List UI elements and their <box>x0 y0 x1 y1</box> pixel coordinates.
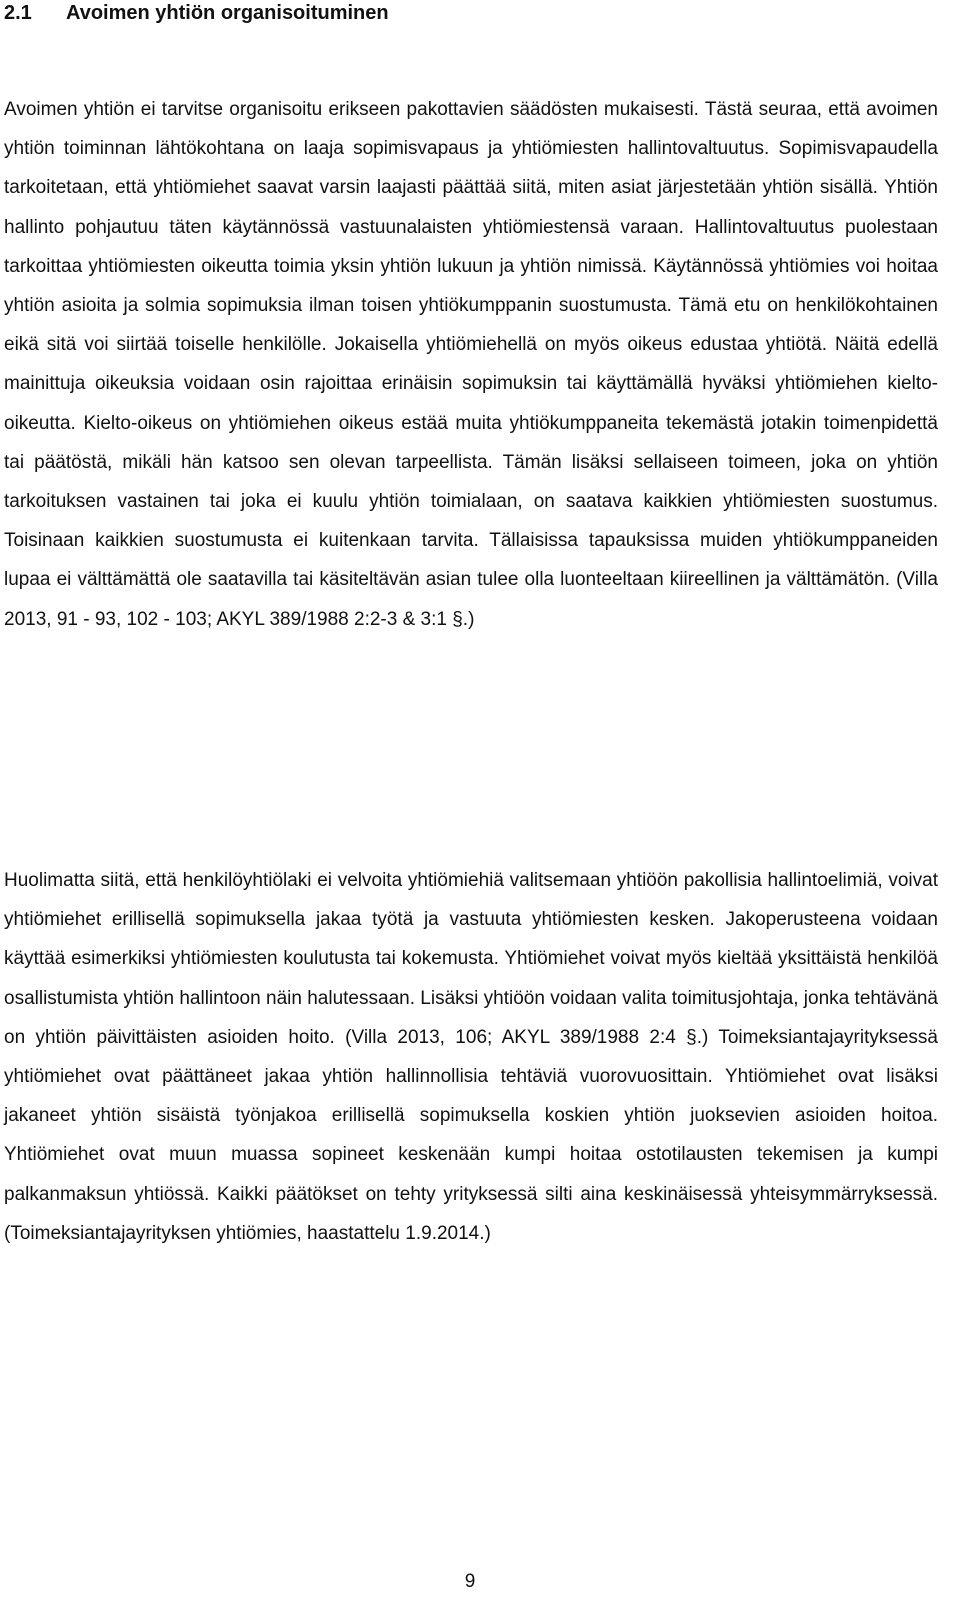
section-number: 2.1 <box>4 2 32 24</box>
section-heading <box>4 0 389 26</box>
section-title: Avoimen yhtiön organisoituminen <box>66 2 389 24</box>
body-paragraph-1: Avoimen yhtiön ei tarvitse organisoitu erikseen pakottavien säädösten mukaisesti. Tästä seuraa, että avoimen yhtiön toiminnan lähtökohtana on laaja sopimisvapaus ja yhtiömiesten hallintovaltuutus. Sopimisvapaudella tarkoitetaan, että yhtiömiehet saavat varsin laajasti päättää siitä, miten asiat järjestetään yhtiön sisällä. Yhtiön hallinto pohjautuu täten käytännössä vastuunalaisten yhtiömiestensä varaan. Hallintovaltuutus puolestaan tarkoittaa yhtiömiesten oikeutta toimia yksin yhtiön lukuun ja yhtiön nimissä. Käytännössä yhtiömies voi hoitaa yhtiön asioita ja solmia sopimuksia ilman toisen yhtiökumppanin suostumusta. Tämä etu on henkilökohtainen eikä sitä voi siirtää toiselle henkilölle. Jokaisella yhtiömiehellä on myös oikeus edustaa yhtiötä. Näitä edellä mainittuja oikeuksia voidaan osin rajoittaa erinäisin sopimuksin tai käyttämällä hyväksi yhtiömiehen kielto-oikeutta. Kielto-oikeus on yhtiömiehen oikeus estää muita yhtiökumppaneita tekemästä jotakin toimenpidettä tai päätöstä, mikäli hän katsoo sen olevan tarpeellista. Tämän lisäksi sellaiseen toimeen, joka on yhtiön tarkoituksen vastainen tai joka ei kuulu yhtiön toimialaan, on saatava kaikkien yhtiömiesten suostumus. Toisinaan kaikkien suostumusta ei kuitenkaan tarvita. Tällaisissa tapauksissa muiden yhtiökumppaneiden lupaa ei välttämättä ole saatavilla tai käsiteltävän asian tulee olla luonteeltaan kiireellinen ja välttämätön. (Villa 2013, 91 - 93, 102 - 103; AKYL 389/1988 2:2-3 & 3:1 §.) <box>4 99 938 630</box>
body-paragraph-2: Huolimatta siitä, että henkilöyhtiölaki ei velvoita yhtiömiehiä valitsemaan yhtiöön pakollisia hallintoelimiä, voivat yhtiömiehet erillisellä sopimuksella jakaa työtä ja vastuuta yhtiömiesten kesken. Jakoperusteena voidaan käyttää esimerkiksi yhtiömiesten koulutusta tai kokemusta. Yhtiömiehet voivat myös kieltää yksittäistä henkilöä osallistumista yhtiön hallintoon näin halutessaan. Lisäksi yhtiöön voidaan valita toimitusjohtaja, jonka tehtävänä on yhtiön päivittäisten asioiden hoito. (Villa 2013, 106; AKYL 389/1988 2:4 §.) Toimeksiantajayrityksessä yhtiömiehet ovat päättäneet jakaa yhtiön hallinnollisia tehtäviä vuorovuosittain. Yhtiömiehet ovat lisäksi jakaneet yhtiön sisäistä työnjakoa erillisellä sopimuksella koskien yhtiön juoksevien asioiden hoitoa. Yhtiömiehet ovat muun muassa sopineet keskenään kumpi hoitaa ostotilausten tekemisen ja kumpi palkanmaksun yhtiössä. Kaikki päätökset on tehty yrityksessä silti aina keskinäisessä yhteisymmärryksessä. (Toimeksiantajayrityksen yhtiömies, haastattelu 1.9.2014.) <box>4 870 938 1244</box>
page-number: 9 <box>464 1571 476 1592</box>
